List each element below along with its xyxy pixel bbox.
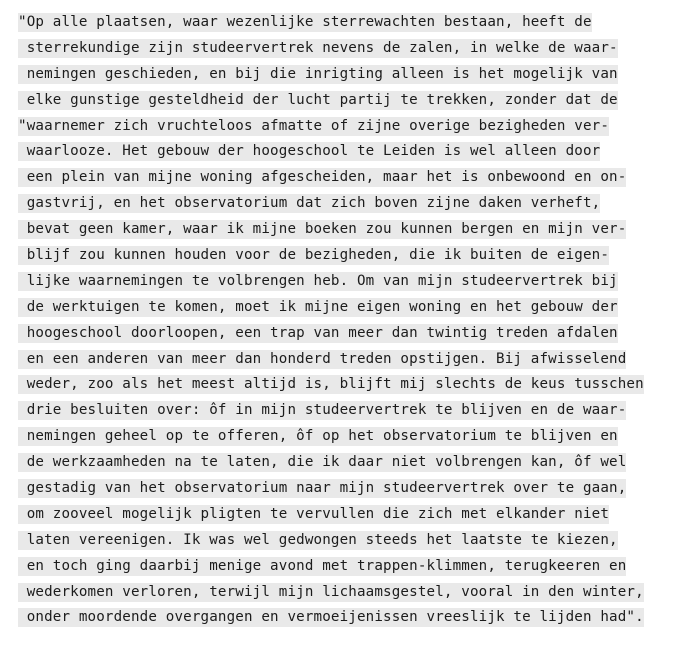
- text-line: bevat geen kamer, waar ik mijne boeken zou kunnen bergen en mijn ver-: [18, 221, 627, 238]
- text-line: weder, zoo als het meest altijd is, blijft mij slechts de keus tusschen: [18, 376, 644, 393]
- text-line: de werktuigen te komen, moet ik mijne eigen woning en het gebouw der: [18, 298, 618, 315]
- text-line: waarlooze. Het gebouw der hoogeschool te Leiden is wel alleen door: [18, 143, 601, 160]
- text-line: om zooveel mogelijk pligten te vervullen die zich met elkander niet: [18, 505, 610, 522]
- text-line: nemingen geschieden, en bij die inrigting alleen is het mogelijk van: [18, 65, 618, 82]
- text-line: en toch ging daarbij menige avond met trappen-klimmen, terugkeeren en: [18, 557, 627, 574]
- text-line: en een anderen van meer dan honderd treden opstijgen. Bij afwisselend: [18, 350, 627, 367]
- text-line: elke gunstige gesteldheid der lucht partij te trekken, zonder dat de: [18, 91, 618, 108]
- text-line: wederkomen verloren, terwijl mijn lichaamsgestel, vooral in den winter,: [18, 583, 644, 600]
- text-line: "waarnemer zich vruchteloos afmatte of zijne overige bezigheden ver-: [18, 117, 610, 134]
- text-line: gastvrij, en het observatorium dat zich boven zijne daken verheft,: [18, 195, 601, 212]
- text-line: laten vereenigen. Ik was wel gedwongen steeds het laatste te kiezen,: [18, 531, 618, 548]
- text-line: sterrekundige zijn studeervertrek nevens de zalen, in welke de waar-: [18, 39, 618, 56]
- text-line: gestadig van het observatorium naar mijn studeervertrek over te gaan,: [18, 480, 627, 497]
- text-line: hoogeschool doorloopen, een trap van meer dan twintig treden afdalen: [18, 324, 618, 341]
- text-line: een plein van mijne woning afgescheiden, maar het is onbewoond en on-: [18, 169, 627, 186]
- text-line: nemingen geheel op te offeren, ôf op het observatorium te blijven en: [18, 428, 618, 445]
- text-line: lijke waarnemingen te volbrengen heb. Om van mijn studeervertrek bij: [18, 272, 618, 289]
- text-line: "Op alle plaatsen, waar wezenlijke sterrewachten bestaan, heeft de: [18, 14, 592, 30]
- quoted-paragraph: [18, 10, 668, 631]
- text-line: de werkzaamheden na te laten, die ik daar niet volbrengen kan, ôf wel: [18, 454, 627, 471]
- text-line: onder moordende overgangen en vermoeijenissen vreeslijk te lijden had".: [18, 609, 644, 626]
- text-line: drie besluiten over: ôf in mijn studeervertrek te blijven en de waar-: [18, 402, 627, 419]
- text-line: blijf zou kunnen houden voor de bezigheden, die ik buiten de eigen-: [18, 247, 610, 264]
